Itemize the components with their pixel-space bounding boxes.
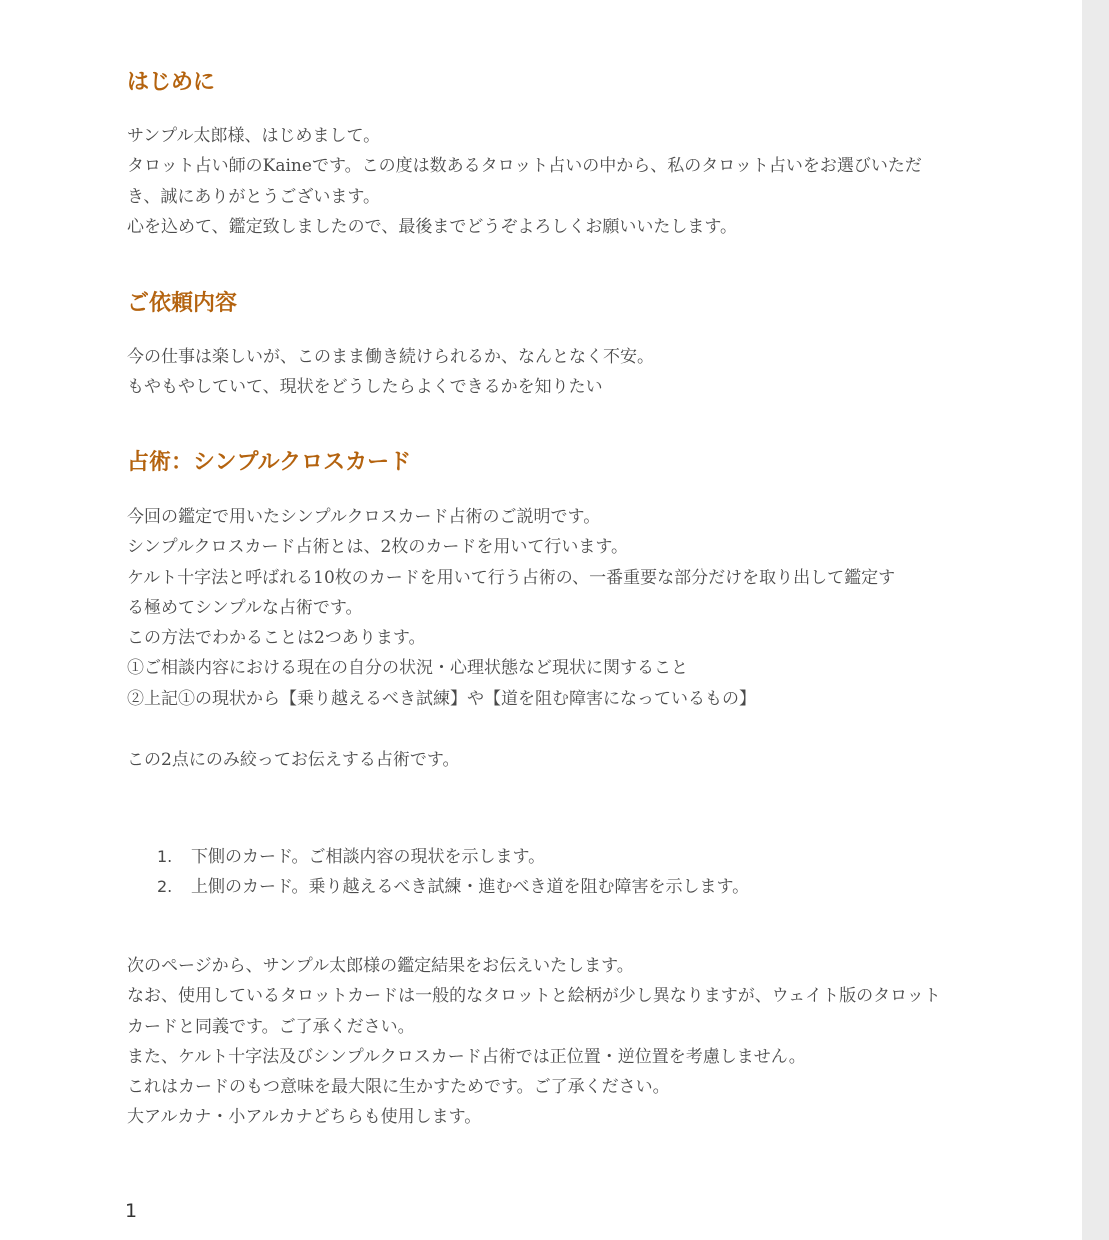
list-item [157,842,749,872]
list-item-number: 1. [157,847,173,866]
list-item-text: 上側のカード。乗り越えるべき試練・進むべき道を阻む障害を示します。 [191,877,750,897]
section-heading-intro: はじめに [127,70,216,95]
closing-line: 次のページから、サンプル太郎様の鑑定結果をお伝えいたします。 [127,956,634,976]
method-paragraph [127,502,967,714]
intro-paragraph [127,121,967,242]
request-line: 今の仕事は楽しいが、このまま働き続けられるか、なんとなく不安。 [127,347,654,367]
closing-line: これはカードのもつ意味を最大限に生かすためです。ご了承ください。 [127,1077,670,1098]
method-line: ①ご相談内容における現在の自分の状況・心理状態など現状に関すること [127,658,688,679]
intro-line: タロット占い師のKaineです。この度は数あるタロット占いの中から、私のタロット占いをお選びいただ [127,156,922,177]
closing-line: カードと同義です。ご了承ください。 [127,1016,415,1037]
method-line: る極めてシンプルな占術です。 [127,597,363,618]
method-line: 今回の鑑定で用いたシンプルクロスカード占術のご説明です。 [127,507,601,527]
method-line: この方法でわかることは2つあります。 [127,628,426,649]
list-item [157,872,749,902]
closing-line: なお、使用しているタロットカードは一般的なタロットと絵柄が少し異なりますが、ウェイト版のタロット [127,986,941,1007]
method-line: ケルト十字法と呼ばれる10枚のカードを用いて行う占術の、一番重要な部分だけを取り出して鑑定す [127,567,896,588]
card-position-list [157,842,749,902]
closing-line: また、ケルト十字法及びシンプルクロスカード占術では正位置・逆位置を考慮しません。 [127,1046,806,1067]
request-paragraph [127,342,967,403]
method-summary [127,745,967,775]
intro-line: き、誠にありがとうございます。 [127,186,380,207]
list-item-number: 2. [157,877,173,896]
request-line: もやもやしていて、現状をどうしたらよくできるかを知りたい [127,377,603,398]
page-number: 1 [125,1200,138,1222]
scroll-gutter[interactable] [1082,0,1109,1240]
intro-line: 心を込めて、鑑定致しましたので、最後までどうぞよろしくお願いいたします。 [127,216,737,237]
closing-line: 大アルカナ・小アルカナどちらも使用します。 [127,1107,482,1128]
method-line: ②上記①の現状から【乗り越えるべき試練】や【道を阻む障害になっているもの】 [127,688,756,709]
closing-paragraph [127,951,967,1133]
section-heading-request: ご依頼内容 [127,291,238,316]
method-summary-line: この2点にのみ絞ってお伝えする占術です。 [127,750,460,770]
section-heading-method: 占術：シンプルクロスカード [127,450,412,475]
method-line: シンプルクロスカード占術とは、2枚のカードを用いて行います。 [127,537,629,558]
list-item-text: 下側のカード。ご相談内容の現状を示します。 [191,847,546,867]
intro-line: サンプル太郎様、はじめまして。 [127,126,381,146]
